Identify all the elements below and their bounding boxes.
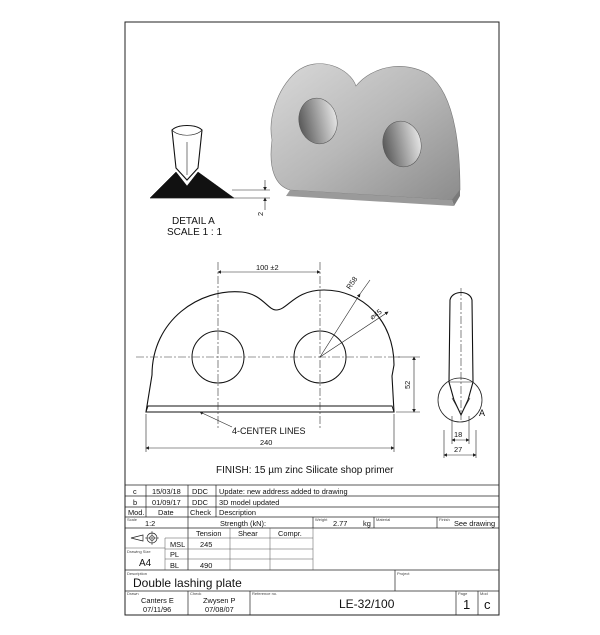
rev1-mod: c xyxy=(133,487,137,496)
projection-symbol-icon xyxy=(131,531,159,545)
weight-unit: kg xyxy=(363,519,371,528)
description-label: Description xyxy=(127,571,148,576)
check-label: Check xyxy=(190,591,202,596)
drawn-label: Drawn xyxy=(127,591,139,596)
dim-hole-spacing: 100 ±2 xyxy=(256,263,279,272)
rev1-date: 15/03/18 xyxy=(152,487,181,496)
drawing-size: A4 xyxy=(139,558,152,569)
strength-label: Strength (kN): xyxy=(220,519,267,528)
rev2-date: 01/09/17 xyxy=(152,498,181,507)
detail-ref-label: A xyxy=(479,408,486,418)
detail-weld-dim: 2 xyxy=(256,211,265,216)
row-bl-tension: 490 xyxy=(200,561,213,570)
checked-date: 07/08/07 xyxy=(205,605,234,614)
tension-header: Tension xyxy=(196,529,222,538)
detail-scale: SCALE 1 : 1 xyxy=(167,227,223,238)
finish-note: FINISH: 15 µm zinc Silicate shop primer xyxy=(216,465,394,476)
rev-header-mod: Mod. xyxy=(128,508,145,517)
project-label: Project xyxy=(397,571,410,576)
dim-height: 52 xyxy=(403,380,412,389)
rev2-mod: b xyxy=(133,498,138,507)
dim-radius: R58 xyxy=(344,274,360,292)
row-msl-label: MSL xyxy=(170,540,186,549)
rev1-description: Update: new address added to drawing xyxy=(219,487,348,496)
detail-a-view xyxy=(150,126,270,239)
title-block xyxy=(125,485,499,615)
page-number: 1 xyxy=(463,597,471,612)
reference-number: LE-32/100 xyxy=(339,597,395,611)
dim-hole-diameter: ⌀45 xyxy=(367,306,384,322)
finish-value: See drawing xyxy=(454,519,496,528)
page-label: Page xyxy=(458,591,468,596)
detail-title: DETAIL A xyxy=(172,216,215,227)
rev-header-date: Date xyxy=(158,508,174,517)
material-label: Material xyxy=(376,517,391,522)
scale-label: Scale xyxy=(127,517,138,522)
plate-outline xyxy=(146,290,394,412)
weight-label: Weight xyxy=(315,517,328,522)
center-lines-note: 4-CENTER LINES xyxy=(232,426,306,436)
rev2-description: 3D model updated xyxy=(219,498,280,507)
dim-thickness-inner: 18 xyxy=(454,430,463,439)
rev1-check: DDC xyxy=(192,487,209,496)
rev-header-check: Check xyxy=(190,508,211,517)
front-view xyxy=(136,262,420,452)
mod-value: c xyxy=(484,597,491,612)
scale-value: 1:2 xyxy=(145,519,156,528)
dim-thickness-outer: 27 xyxy=(454,445,463,454)
side-view xyxy=(438,288,485,458)
checked-by: Zwysen P xyxy=(203,596,236,605)
weight-value: 2.77 xyxy=(333,519,348,528)
finish-label: Finish xyxy=(439,517,450,522)
row-bl-label: BL xyxy=(170,561,180,570)
drawn-by: Canters E xyxy=(141,596,174,605)
compr-header: Compr. xyxy=(278,529,302,538)
rev-header-description: Description xyxy=(219,508,256,517)
isometric-view xyxy=(271,64,460,206)
drawing-size-label: Drawing Size xyxy=(127,549,151,554)
part-description: Double lashing plate xyxy=(133,576,242,590)
drawn-date: 07/11/96 xyxy=(143,605,172,614)
reference-label: Reference no. xyxy=(252,591,278,596)
shear-header: Shear xyxy=(238,529,258,538)
row-msl-tension: 245 xyxy=(200,540,213,549)
rev2-check: DDC xyxy=(192,498,209,507)
dim-length: 240 xyxy=(260,438,273,447)
row-pl-label: PL xyxy=(170,550,180,559)
mod-label: Mod xyxy=(480,591,488,596)
